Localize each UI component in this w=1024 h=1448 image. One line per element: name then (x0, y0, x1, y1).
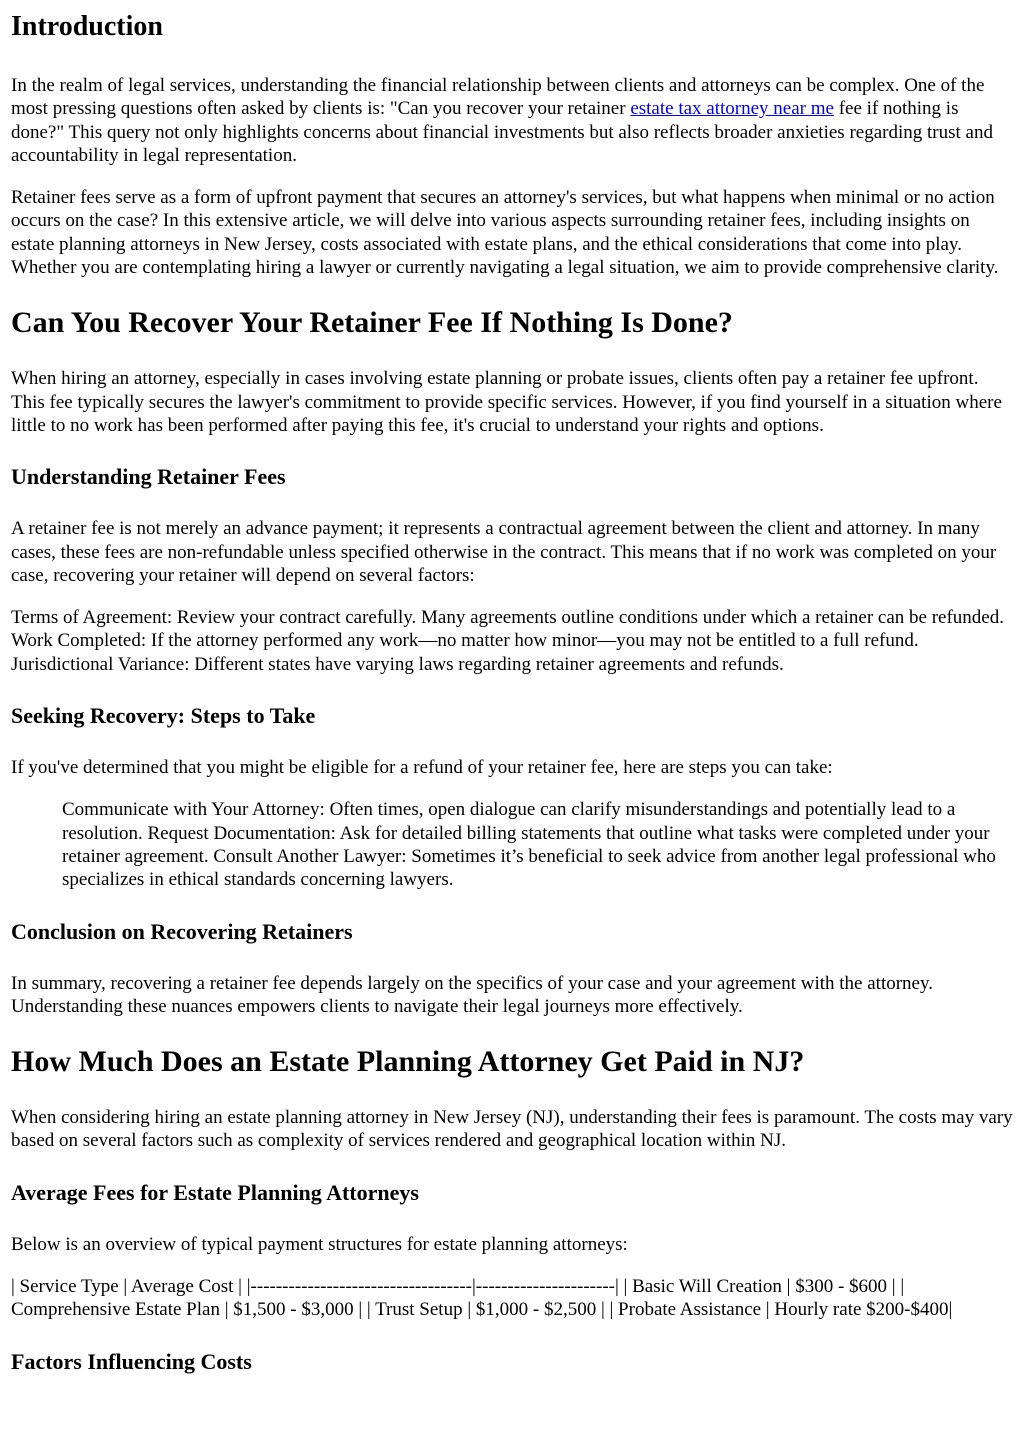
average-fees-heading: Average Fees for Estate Planning Attorneys (11, 1179, 419, 1205)
understanding-heading: Understanding Retainer Fees (11, 464, 286, 490)
seeking-paragraph-1: If you've determined that you might be eligible for a refund of your retainer fee, here are steps you can take: (11, 757, 833, 779)
understanding-paragraph-2: Terms of Agreement: Review your contract carefully. Many agreements outline conditions under which a retainer can be refunded. Work Completed: If the attorney performed any work—no matter how minor—you may not be entitled to a full refund. Jurisdictional Variance: Different states have varying laws regarding retainer agreements and refunds. (11, 607, 1004, 675)
intro-heading: Introduction (11, 11, 163, 42)
seeking-heading: Seeking Recovery: Steps to Take (11, 703, 316, 729)
average-fees-table-text: | Service Type | Average Cost | |-----------------------------------|----------------------| | Basic Will Creation | $300 - $600 | | Comprehensive Estate Plan | $1,500 - $3,000 | | Trust Setup | $1,000 - $2,500 | | Probate Assistance | Hourly rate $200-$400| (11, 1276, 953, 1321)
nj-paragraph-1: When considering hiring an estate planning attorney in New Jersey (NJ), understanding their fees is paramount. The costs may vary based on several factors such as complexity of services rendered and geographical location within NJ. (11, 1107, 1013, 1152)
average-fees-paragraph-1: Below is an overview of typical payment structures for estate planning attorneys: (11, 1233, 628, 1255)
seeking-steps-blockquote: Communicate with Your Attorney: Often times, open dialogue can clarify misunderstandings and potentially lead to a resolution. Request Documentation: Ask for detailed billing statements that outline what tasks were completed under your retainer agreement. Consult Another Lawyer: Sometimes it’s beneficial to seek advice from another legal professional who specializes in ethical standards concerning lawyers. (62, 799, 996, 891)
conclusion-heading: Conclusion on Recovering Retainers (11, 918, 353, 944)
recover-paragraph-1: When hiring an attorney, especially in cases involving estate planning or probate issues, clients often pay a retainer fee upfront. This fee typically secures the lawyer's commitment to provide specific services. However, if you find yourself in a situation where little to no work has been performed after paying this fee, it's crucial to understand your rights and options. (11, 368, 1002, 436)
intro-p1-text-before: In the realm of legal services, understanding the financial relationship between clients and attorneys can be complex. One of the most pressing questions often asked by clients is: "Can you recover your retainer (11, 75, 985, 120)
factors-heading: Factors Influencing Costs (11, 1348, 252, 1374)
conclusion-paragraph-1: In summary, recovering a retainer fee depends largely on the specifics of your case and your agreement with the attorney. Understanding these nuances empowers clients to navigate their legal journeys more effectively. (11, 972, 934, 1017)
intro-paragraph-1 (11, 74, 1014, 167)
understanding-paragraph-1: A retainer fee is not merely an advance payment; it represents a contractual agreement between the client and attorney. In many cases, these fees are non-refundable unless specified otherwise in the contract. This means that if no work was completed on your case, recovering your retainer will depend on several factors: (11, 518, 997, 586)
intro-p1-text-after: fee if nothing is done?" This query not only highlights concerns about financial investments but also reflects broader anxieties regarding trust and accountability in legal representation. (11, 98, 993, 166)
estate-tax-attorney-link[interactable]: estate tax attorney near me (630, 98, 834, 120)
recover-heading: Can You Recover Your Retainer Fee If Nothing Is Done? (11, 306, 733, 340)
intro-paragraph-2: Retainer fees serve as a form of upfront payment that secures an attorney's services, but what happens when minimal or no action occurs on the case? In this extensive article, we will delve into various aspects surrounding retainer fees, including insights on estate planning attorneys in New Jersey, costs associated with estate plans, and the ethical considerations that come into play. Whether you are contemplating hiring a lawyer or currently navigating a legal situation, we aim to provide comprehensive clarity. (11, 187, 999, 279)
nj-heading: How Much Does an Estate Planning Attorney Get Paid in NJ? (11, 1045, 805, 1079)
